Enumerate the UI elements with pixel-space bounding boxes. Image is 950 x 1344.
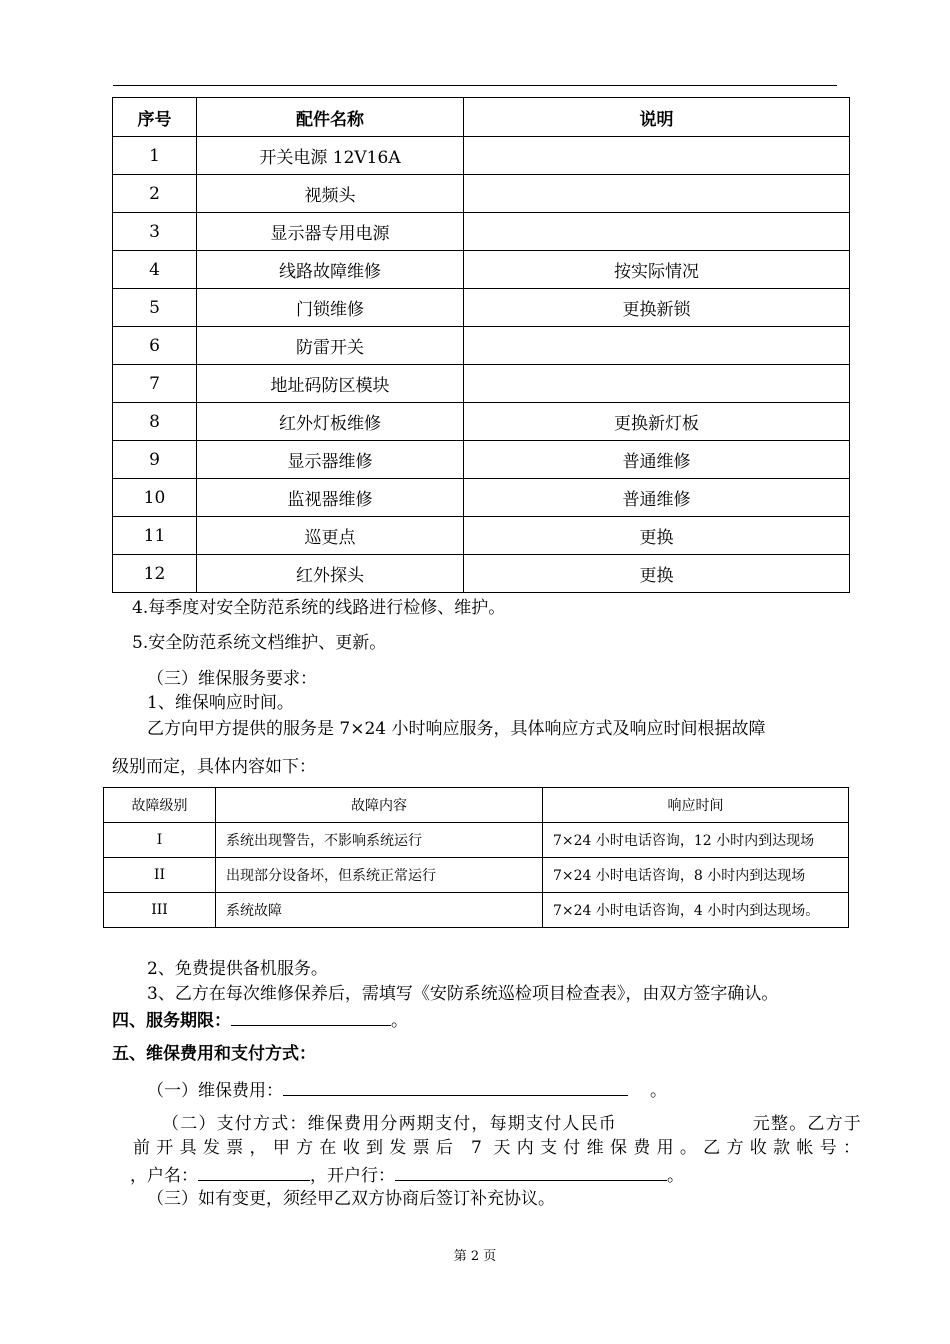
- parts-table: [112, 97, 850, 593]
- fee-label: （一）维保费用：: [147, 1081, 283, 1101]
- content-cell: 出现部分设备坏，但系统正常运行: [216, 858, 543, 893]
- note-cell: 更换新锁: [464, 289, 850, 327]
- note-cell: [464, 365, 850, 403]
- list-item-4: 4.每季度对安全防范系统的线路进行检修、维护。: [132, 598, 506, 618]
- payment-line2: 前开具发票，甲方在收到发票后 7 天内支付维保费用。乙方收款帐号：: [133, 1138, 860, 1158]
- table-row: [113, 479, 850, 517]
- index-cell: 1: [113, 137, 197, 175]
- index-cell: 11: [113, 517, 197, 555]
- period-end: 。: [391, 1011, 408, 1031]
- table-row: [113, 175, 850, 213]
- table-row: [104, 823, 849, 858]
- part-name-cell: 红外灯板维修: [197, 403, 464, 441]
- section-4-line: [112, 1007, 408, 1033]
- table-row: [113, 289, 850, 327]
- payment-line1: [162, 1112, 862, 1136]
- level-cell: II: [104, 858, 216, 893]
- level-cell: III: [104, 893, 216, 928]
- account-name-blank: [198, 1162, 310, 1181]
- section-5-title: 五、维保费用和支付方式：: [112, 1044, 316, 1064]
- note-cell: 按实际情况: [464, 251, 850, 289]
- part-name-cell: 显示器专用电源: [197, 213, 464, 251]
- req-item-3: 3、乙方在每次维修保养后，需填写《安防系统巡检项目检查表》，由双方签字确认。: [147, 984, 779, 1004]
- payment-text-b: 元整。乙方于: [752, 1114, 862, 1134]
- bank-end: 。: [667, 1166, 684, 1186]
- table-row: [113, 365, 850, 403]
- section-4-label: 四、服务期限：: [112, 1011, 231, 1031]
- table-row: [104, 858, 849, 893]
- index-cell: 3: [113, 213, 197, 251]
- index-cell: 7: [113, 365, 197, 403]
- section-req-title: （三）维保服务要求：: [147, 669, 317, 689]
- table-header-row: [104, 788, 849, 823]
- page-number: 第 2 页: [453, 1249, 497, 1264]
- bank-label: ，开户行：: [310, 1166, 395, 1186]
- req-item-1: 1、维保响应时间。: [147, 693, 294, 713]
- part-name-cell: 开关电源 12V16A: [197, 137, 464, 175]
- table-row: [113, 555, 850, 593]
- list-item-5: 5.安全防范系统文档维护、更新。: [132, 633, 387, 653]
- index-cell: 10: [113, 479, 197, 517]
- note-cell: 更换: [464, 517, 850, 555]
- table-row: [113, 327, 850, 365]
- part-name-cell: 监视器维修: [197, 479, 464, 517]
- col-header-response: 响应时间: [543, 788, 849, 823]
- response-cell: 7×24 小时电话咨询，4 小时内到达现场。: [543, 893, 849, 928]
- index-cell: 8: [113, 403, 197, 441]
- index-cell: 5: [113, 289, 197, 327]
- part-name-cell: 显示器维修: [197, 441, 464, 479]
- index-cell: 9: [113, 441, 197, 479]
- change-clause: （三）如有变更，须经甲乙双方协商后签订补充协议。: [147, 1189, 555, 1209]
- req-item-2: 2、免费提供备机服务。: [147, 959, 328, 979]
- fee-line: [147, 1077, 667, 1103]
- fault-level-table: [103, 787, 849, 928]
- note-cell: [464, 213, 850, 251]
- fee-blank: [283, 1077, 628, 1096]
- part-name-cell: 门锁维修: [197, 289, 464, 327]
- table-row: [113, 517, 850, 555]
- header-rule: [113, 85, 837, 86]
- content-cell: 系统出现警告，不影响系统运行: [216, 823, 543, 858]
- response-paragraph-line1: 乙方向甲方提供的服务是 7×24 小时响应服务，具体响应方式及响应时间根据故障: [147, 719, 766, 739]
- part-name-cell: 视频头: [197, 175, 464, 213]
- note-cell: [464, 175, 850, 213]
- table-row: [113, 251, 850, 289]
- note-cell: 普通维修: [464, 479, 850, 517]
- col-header-level: 故障级别: [104, 788, 216, 823]
- part-name-cell: 线路故障维修: [197, 251, 464, 289]
- payment-text-a: （二）支付方式：维保费用分两期支付，每期支付人民币: [162, 1114, 617, 1134]
- response-cell: 7×24 小时电话咨询，8 小时内到达现场: [543, 858, 849, 893]
- index-cell: 12: [113, 555, 197, 593]
- col-header-part-name: 配件名称: [197, 98, 464, 137]
- index-cell: 6: [113, 327, 197, 365]
- account-name-label: ，户名：: [130, 1166, 198, 1186]
- table-row: [113, 403, 850, 441]
- fee-end: 。: [650, 1081, 667, 1101]
- part-name-cell: 防雷开关: [197, 327, 464, 365]
- index-cell: 2: [113, 175, 197, 213]
- service-period-blank: [231, 1007, 391, 1026]
- table-row: [113, 137, 850, 175]
- table-row: [104, 893, 849, 928]
- col-header-index: 序号: [113, 98, 197, 137]
- part-name-cell: 巡更点: [197, 517, 464, 555]
- note-cell: [464, 327, 850, 365]
- content-cell: 系统故障: [216, 893, 543, 928]
- col-header-content: 故障内容: [216, 788, 543, 823]
- table-header-row: [113, 98, 850, 137]
- note-cell: [464, 137, 850, 175]
- note-cell: 更换新灯板: [464, 403, 850, 441]
- response-cell: 7×24 小时电话咨询，12 小时内到达现场: [543, 823, 849, 858]
- note-cell: 普通维修: [464, 441, 850, 479]
- note-cell: 更换: [464, 555, 850, 593]
- level-cell: I: [104, 823, 216, 858]
- table-row: [113, 441, 850, 479]
- bank-blank: [395, 1162, 667, 1181]
- col-header-note: 说明: [464, 98, 850, 137]
- index-cell: 4: [113, 251, 197, 289]
- table-row: [113, 213, 850, 251]
- response-paragraph-line2: 级别而定，具体内容如下：: [112, 757, 316, 777]
- payment-line3: [130, 1162, 684, 1188]
- part-name-cell: 红外探头: [197, 555, 464, 593]
- part-name-cell: 地址码防区模块: [197, 365, 464, 403]
